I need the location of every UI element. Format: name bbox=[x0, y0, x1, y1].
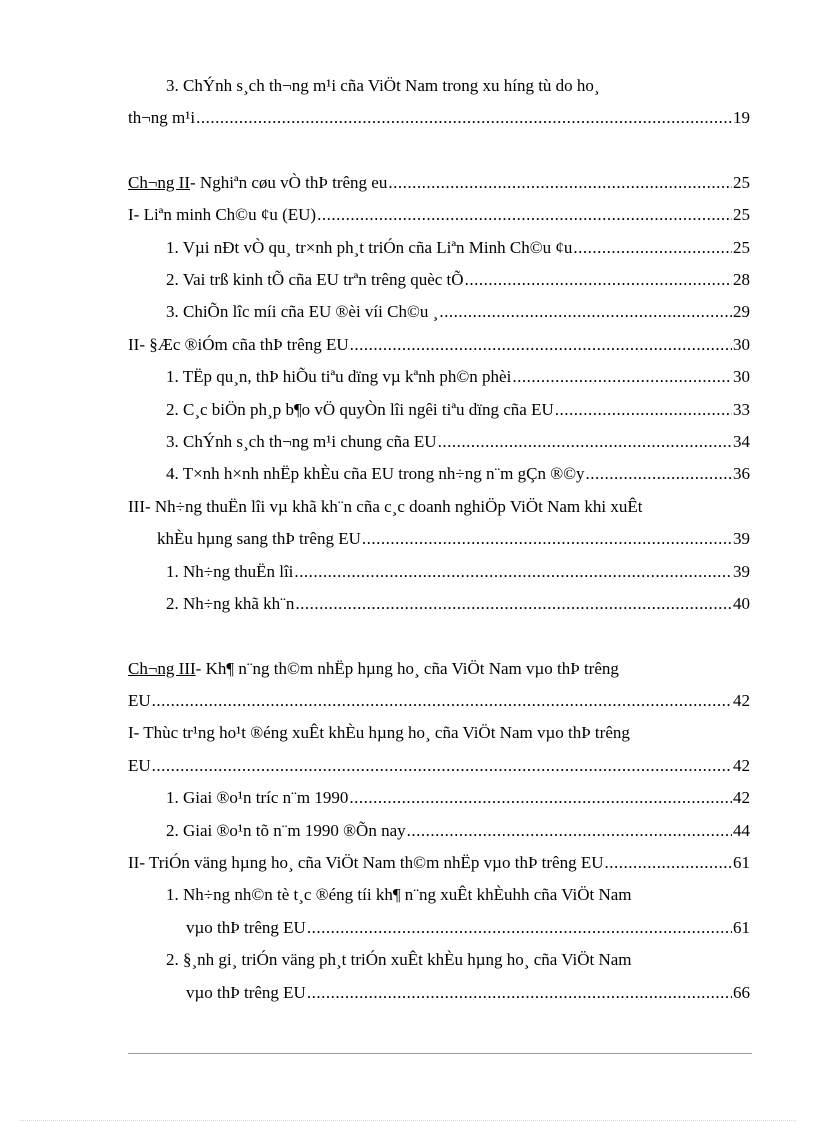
toc-item: 4. T×nh h×nh nhËp khÈu cña EU trong nh÷ng n¨m gÇn ®©y ..... 36 bbox=[0, 458, 816, 490]
toc-section-line1: I- Thùc tr¹ng ho¹t ®éng xuÊt khÈu hµng ho¸ cña ViÖt Nam vµo thÞ trêng bbox=[128, 723, 630, 743]
toc-item: 3. ChÝnh s¸ch th¬ng m¹i chung cña EU ..... 34 bbox=[0, 426, 816, 458]
page-number: 66 bbox=[733, 982, 750, 1002]
page-number: 42 bbox=[733, 755, 750, 775]
leader-dots bbox=[307, 912, 732, 944]
leader-dots bbox=[439, 296, 732, 328]
toc-item-line1: 2. §¸nh gi¸ triÓn väng ph¸t triÓn xuÊt khÈu hµng ho¸ cña ViÖt Nam bbox=[166, 950, 632, 970]
page-number: 39 bbox=[733, 561, 750, 581]
leader-dots bbox=[152, 685, 732, 717]
toc-item-line2: vµo thÞ trêng EU ..... 61 bbox=[0, 912, 816, 944]
leader-dots bbox=[307, 977, 732, 1009]
page-number: 61 bbox=[733, 852, 750, 872]
toc-chapter-2 bbox=[0, 167, 816, 199]
page-number: 61 bbox=[733, 917, 750, 937]
leader-dots bbox=[438, 426, 732, 458]
page-number: 19 bbox=[733, 108, 750, 128]
toc-section: II- TriÓn väng hµng ho¸ cña ViÖt Nam th©m nhËp vµo thÞ trêng EU ..... 61 bbox=[0, 847, 816, 879]
footer-divider bbox=[128, 1053, 752, 1054]
toc-item: 2. Giai ®o¹n tõ n¨m 1990 ®Õn nay ..... 44 bbox=[0, 815, 816, 847]
toc-item: 2. C¸c biÖn ph¸p b¶o vÖ quyÒn lîi ngêi tiªu dïng cña EU ..... 33 bbox=[0, 394, 816, 426]
toc-chapter-3-line2: EU ..... 42 bbox=[0, 685, 816, 717]
toc-item-trade-policy-line1: 3. ChÝnh s¸ch th¬ng m¹i cña ViÖt Nam trong xu híng tù do ho¸ bbox=[166, 76, 600, 95]
page-number: 40 bbox=[733, 594, 750, 614]
leader-dots bbox=[512, 361, 732, 393]
toc-item: 2. Vai trß kinh tÕ cña EU trªn trêng quèc tÕ ..... 28 bbox=[0, 264, 816, 296]
chapter-label: Ch¬ng III bbox=[128, 658, 196, 678]
toc-item-trade-policy-line2: th¬ng m¹i ..... 19 bbox=[0, 102, 816, 134]
page-number: 34 bbox=[733, 432, 750, 452]
leader-dots bbox=[407, 815, 732, 847]
leader-dots bbox=[388, 167, 732, 199]
toc-item-line1: 1. Nh÷ng nh©n tè t¸c ®éng tíi kh¶ n¨ng xuÊt khÈuhh cña ViÖt Nam bbox=[166, 885, 632, 905]
chapter-title: - Nghiªn cøu vÒ thÞ trêng eu bbox=[190, 172, 388, 192]
toc-item: 2. Nh÷ng khã kh¨n ..... 40 bbox=[0, 588, 816, 620]
toc-item: 3. ChiÕn lîc míi cña EU ®èi víi Ch©u ¸ ..... 29 bbox=[0, 296, 816, 328]
leader-dots bbox=[465, 264, 732, 296]
leader-dots bbox=[295, 588, 732, 620]
page-number: 44 bbox=[733, 820, 750, 840]
page-number: 25 bbox=[733, 237, 750, 257]
toc-section-line2: EU ..... 42 bbox=[0, 750, 816, 782]
toc-section: II- §Æc ®iÓm cña thÞ trêng EU ..... 30 bbox=[0, 329, 816, 361]
leader-dots bbox=[555, 394, 732, 426]
page-number: 39 bbox=[733, 529, 750, 549]
leader-dots bbox=[196, 102, 732, 134]
page-number: 33 bbox=[733, 399, 750, 419]
toc-item: 1. Vµi nÐt vÒ qu¸ tr×nh ph¸t triÓn cña Liªn Minh Ch©u ¢u ..... 25 bbox=[0, 232, 816, 264]
toc-section: I- Liªn minh Ch©u ¢u (EU) ..... 25 bbox=[0, 199, 816, 231]
toc-item: 1. Giai ®o¹n tríc n¨m 1990 ..... 42 bbox=[0, 782, 816, 814]
page-number: 42 bbox=[733, 690, 750, 710]
page-number: 30 bbox=[733, 367, 750, 387]
toc-section-line2: khÈu hµng sang thÞ trêng EU ..... 39 bbox=[0, 523, 816, 555]
chapter-label: Ch¬ng II bbox=[128, 172, 190, 192]
page-number: 29 bbox=[733, 302, 750, 322]
leader-dots bbox=[573, 232, 732, 264]
page-number: 25 bbox=[733, 172, 750, 192]
page-number: 42 bbox=[733, 788, 750, 808]
toc-item: 1. TËp qu¸n, thÞ hiÕu tiªu dïng vµ kªnh ph©n phèi ..... 30 bbox=[0, 361, 816, 393]
page-number: 25 bbox=[733, 205, 750, 225]
leader-dots bbox=[605, 847, 733, 879]
toc-item-line2: vµo thÞ trêng EU ..... 66 bbox=[0, 977, 816, 1009]
page-number: 30 bbox=[733, 334, 750, 354]
table-of-contents bbox=[0, 70, 816, 1009]
toc-item: 1. Nh÷ng thuËn lîi ..... 39 bbox=[0, 556, 816, 588]
leader-dots bbox=[294, 556, 732, 588]
leader-dots bbox=[317, 199, 732, 231]
leader-dots bbox=[152, 750, 732, 782]
page-number: 36 bbox=[733, 464, 750, 484]
page-edge-divider bbox=[20, 1120, 796, 1121]
leader-dots bbox=[349, 782, 732, 814]
leader-dots bbox=[586, 458, 732, 490]
toc-chapter-3-line1 bbox=[0, 653, 816, 685]
chapter-title: - Kh¶ n¨ng th©m nhËp hµng ho¸ cña ViÖt Nam vµo thÞ trêng bbox=[195, 658, 619, 678]
leader-dots bbox=[362, 523, 732, 555]
page-number: 28 bbox=[733, 270, 750, 290]
toc-section-line1: III- Nh÷ng thuËn lîi vµ khã kh¨n cña c¸c doanh nghiÖp ViÖt Nam khi xuÊt bbox=[128, 496, 643, 516]
leader-dots bbox=[350, 329, 732, 361]
